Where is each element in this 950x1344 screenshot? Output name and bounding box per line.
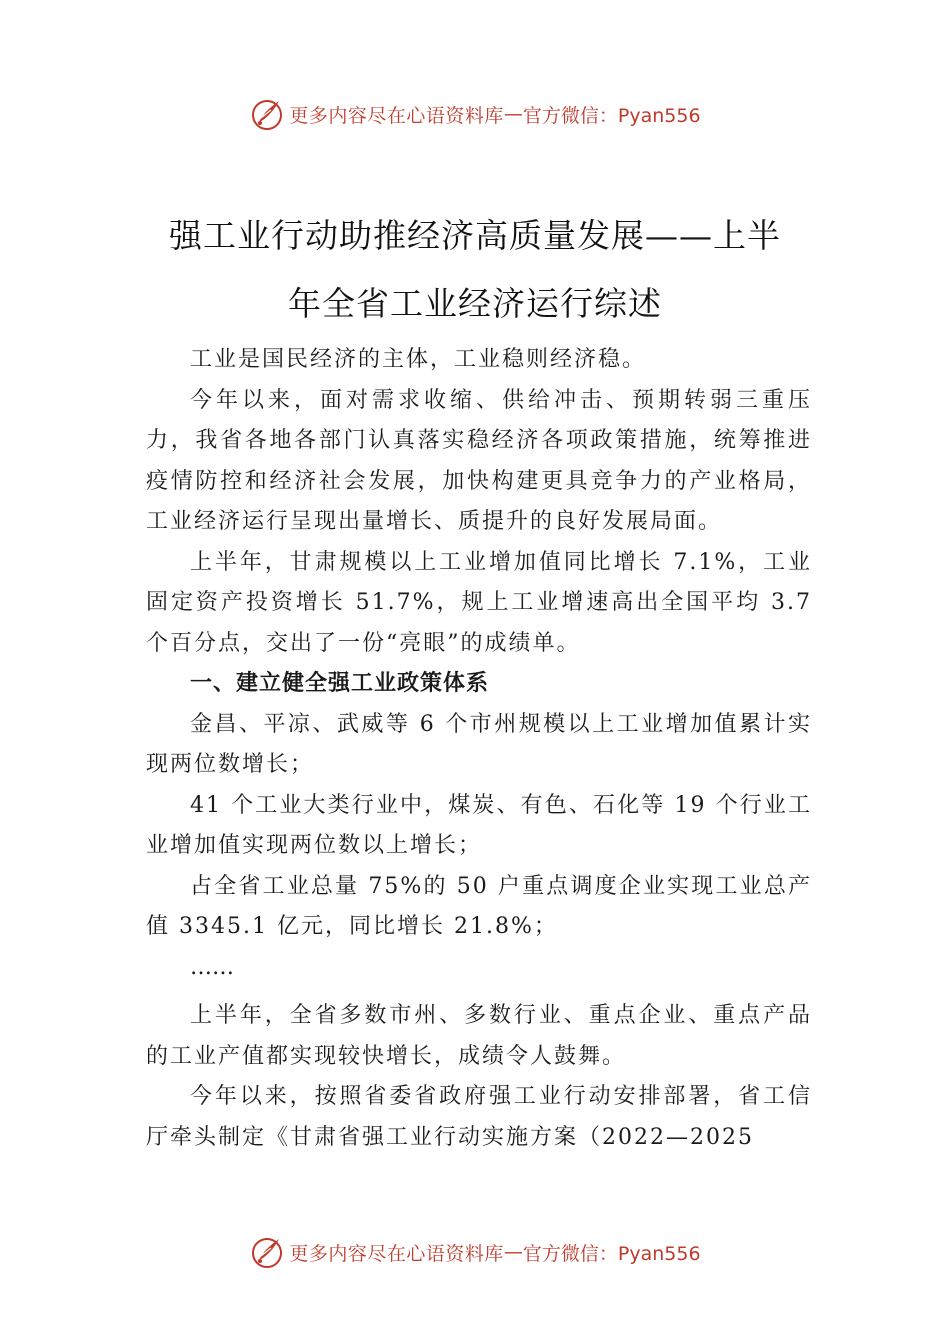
banner-wechat-text: 官方微信：Pyan556 [522,104,701,127]
ellipsis: …… [190,954,234,980]
banner-dash: — [503,103,523,125]
paragraph-stats: 上半年，甘肃规模以上工业增加值同比增长 7.1%，工业固定资产投资增长 51.7%，规上工业增速高出全国平均 3.7 个百分点，交出了一份“亮眼”的成绩单。 [146,549,812,656]
quill-seal-icon [249,1234,285,1270]
banner-brand-text: 更多内容尽在心语资料库 [289,104,504,127]
banner-wechat-text: 官方微信：Pyan556 [522,1242,701,1265]
footer-banner [0,1230,950,1274]
document-body [146,340,812,1158]
paragraph-cities: 金昌、平凉、武威等 6 个市州规模以上工业增加值累计实现两位数增长； [146,711,812,777]
document-title [150,202,800,338]
header-banner [0,92,950,136]
title-line-1: 强工业行动助推经济高质量发展——上半 [169,216,781,256]
quill-seal-icon [249,96,285,132]
title-line-2: 年全省工业经济运行综述 [288,284,662,324]
paragraph-context: 今年以来，面对需求收缩、供给冲击、预期转弱三重压力，我省各地各部门认真落实稳经济各项政策措施，统筹推进疫情防控和经济社会发展，加快构建更具竞争力的产业格局，工业经济运行呈现出量增长、质提升的良好发展局面。 [146,387,812,534]
paragraph-intro: 工业是国民经济的主体，工业稳则经济稳。 [190,347,647,372]
banner-dash: — [503,1241,523,1263]
section-heading: 一、建立健全强工业政策体系 [190,671,490,696]
banner-brand-text: 更多内容尽在心语资料库 [289,1242,504,1265]
paragraph-plan: 今年以来，按照省委省政府强工业行动安排部署，省工信厅牵头制定《甘肃省强工业行动实施方案（2022—2025 [146,1084,812,1150]
paragraph-enterprises: 占全省工业总量 75%的 50 户重点调度企业实现工业总产值 3345.1 亿元，同比增长 21.8%； [146,873,812,939]
paragraph-industries: 41 个工业大类行业中，煤炭、有色、石化等 19 个行业工业增加值实现两位数以上增长； [146,792,812,858]
paragraph-summary: 上半年，全省多数市州、多数行业、重点企业、重点产品的工业产值都实现较快增长，成绩令人鼓舞。 [146,1003,812,1069]
